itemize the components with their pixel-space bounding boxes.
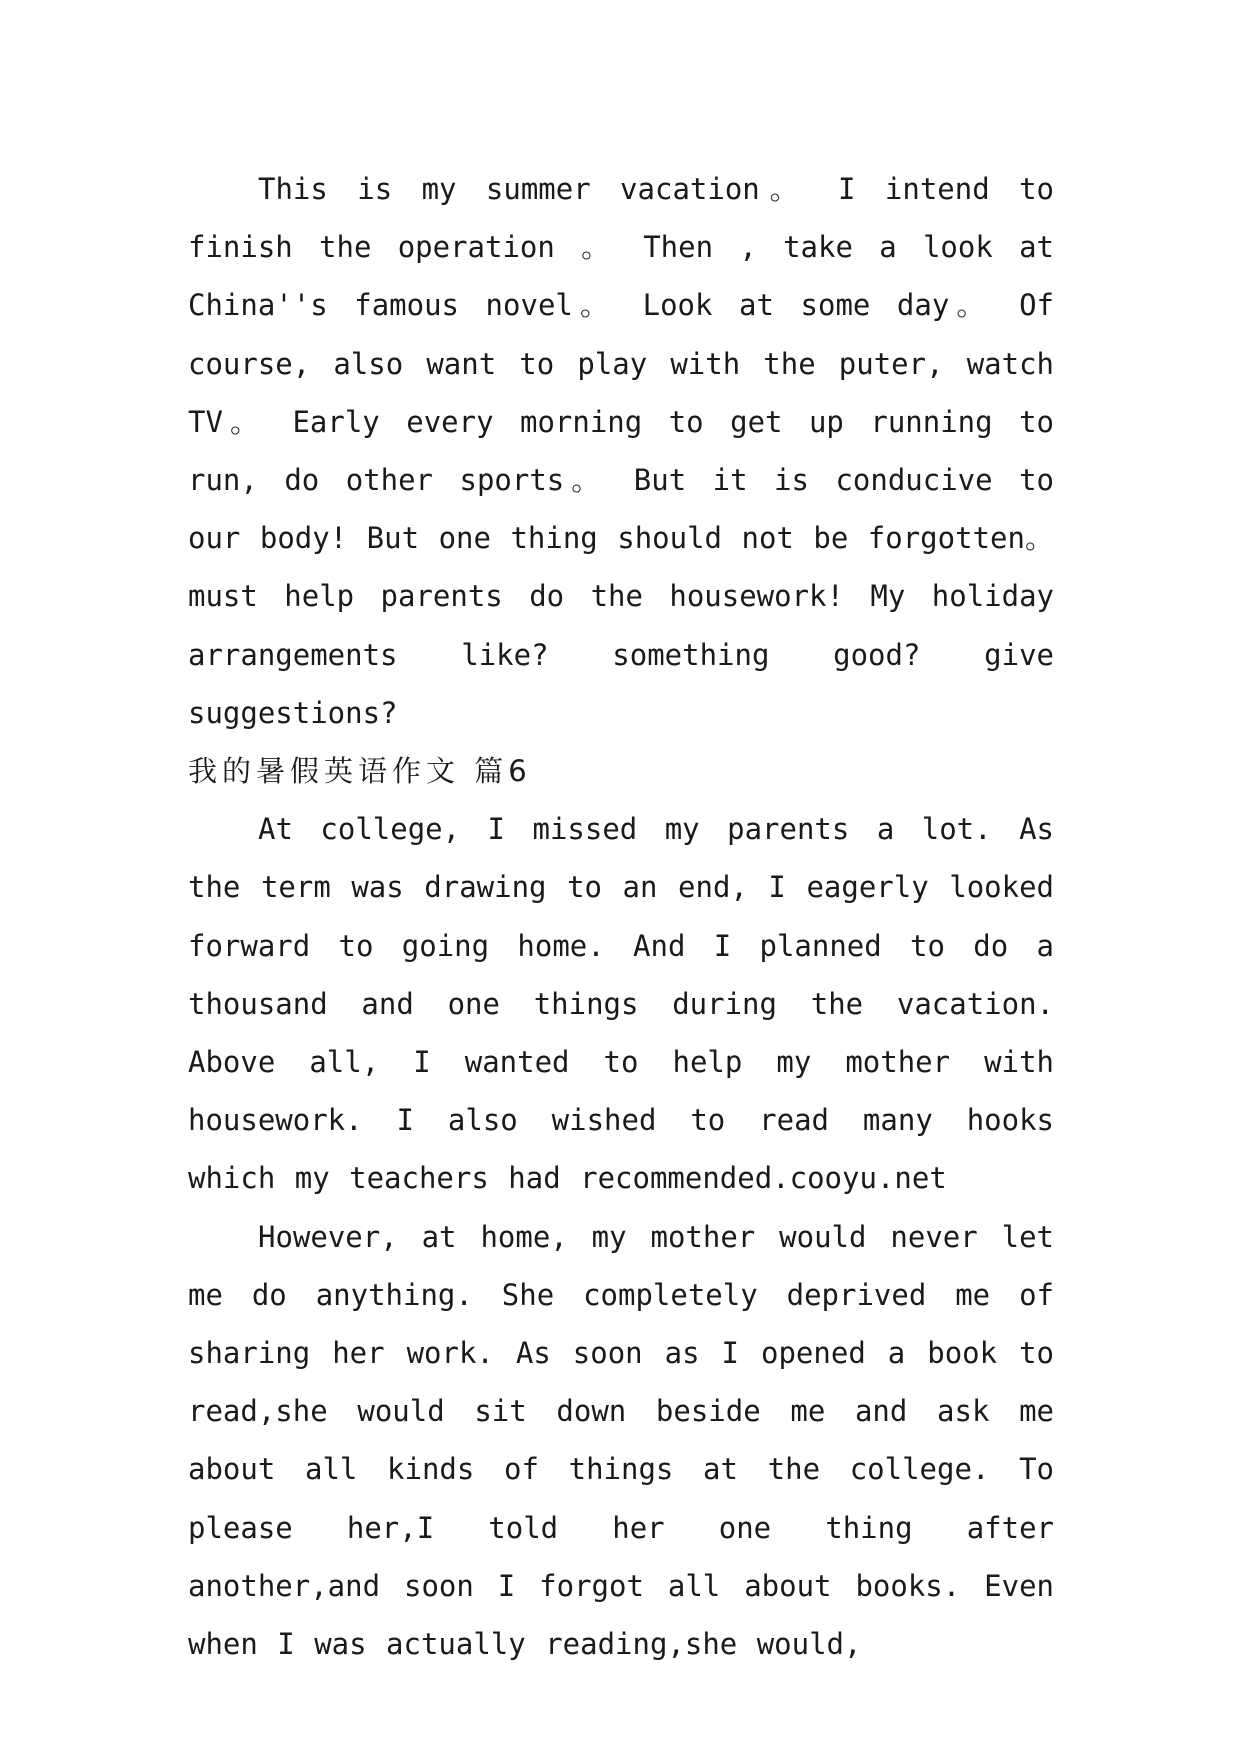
paragraph-2: At college, I missed my parents a lot. As the term was drawing to an end, I eagerly looked forward to going home. And I planned to do a thousand and one things during the vacation. Above all, I wanted to help my mother with housework. I also wished to read many hooks which my teachers had recommended.cooyu.net [188,812,1054,1196]
paragraph-1: This is my summer vacation。 I intend to finish the operation 。 Then , take a look at China''s famous novel。 Look at some day。 Of course, also want to play with the puter, watch TV。 Early every morning to get up running to run, do other sports。 But it is conducive to our body! But one thing should not be forgotten。 must help parents do the housework! My holiday arrangements like? something good? give suggestions? [188,172,1054,730]
paragraph-3: However, at home, my mother would never let me do anything. She completely deprived me of sharing her work. As soon as I opened a book to read,she would sit down beside me and ask me about all kinds of things at the college. To please her,I told her one thing after another,and soon I forgot all about books. Even when I was actually reading,she would, [188,1219,1054,1662]
document-body [188,160,1054,1673]
section-heading: 我的暑假英语作文 篇6 [188,754,532,789]
